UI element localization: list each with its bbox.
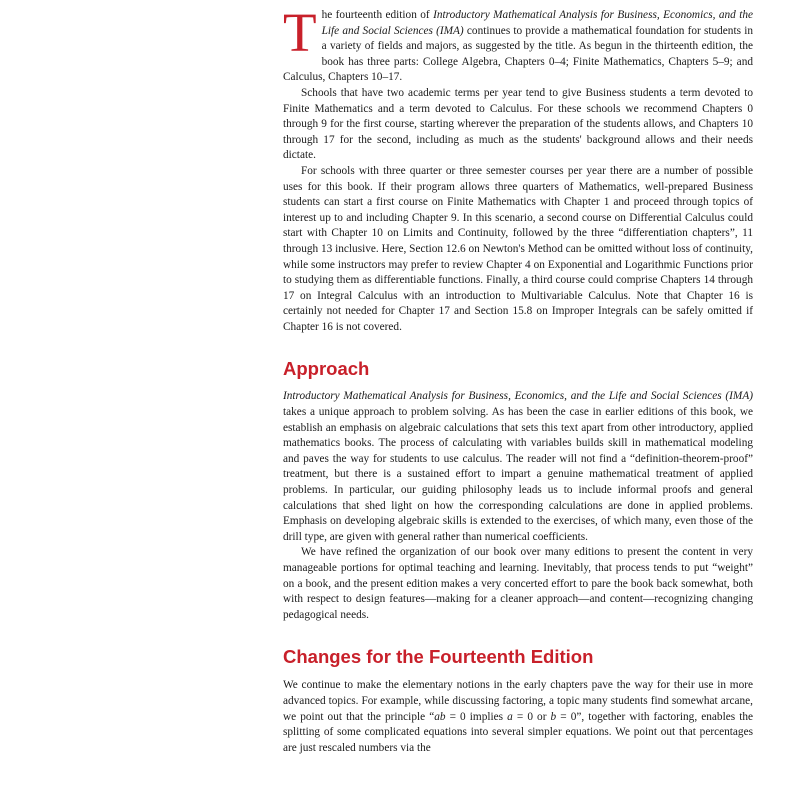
approach-book-title-italic: Introductory Mathematical Analysis for Business, Economics, and the Life and Social Sciences (IMA)	[283, 390, 753, 403]
approach-heading: Approach	[283, 358, 370, 380]
math-var-a: a	[507, 710, 513, 723]
changes-text-a: We continue to make the elementary notions in the early chapters pave the way for their use in more advanced topics. For example, while discussing factoring, a topic many students find somewhat arcane, we point out that the principle “	[283, 679, 753, 723]
intro-paragraph-1	[283, 2, 753, 86]
changes-text-b: = 0 implies	[445, 710, 508, 723]
approach-text: takes a unique approach to problem solving. As has been the case in earlier editions of this book, we establish an emphasis on algebraic calculations that sets this text apart from other introductory, applied mathematics books. The process of calculating with variables builds skill in mathematical modeling and paves the way for students to use calculus. The reader will not find a “definition-theorem-proof” treatment, but there is a sustained effort to impart a genuine mathematical treatment of applied problems. In particular, our guiding philosophy leads us to include informal proofs and general calculations that shed light on how the corresponding calculations are done in applied problems. Emphasis on developing algebraic skills is extended to the exercises, of which many, even those of the drill type, are given with general rather than numerical coefficients.	[283, 406, 753, 543]
intro-text-start: he fourteenth edition of	[321, 9, 434, 21]
book-title-italic: Introductory Mathematical Analysis for Business, Economics, and the Life and Social Sciences (IMA)	[321, 9, 753, 37]
intro-paragraph-2: Schools that have two academic terms per year tend to give Business students a term devoted to Finite Mathematics and a term devoted to Calculus. For these schools we recommend Chapters 0 through 9 for the first course, starting wherever the preparation of the students allows, and Chapters 10 through 17 for the second, including as much as the students' background allows and their needs dictate.	[283, 86, 753, 162]
changes-paragraph-1	[283, 678, 753, 756]
math-var-ab: ab	[434, 710, 446, 723]
intro-paragraph-3: For schools with three quarter or three semester courses per year there are a number of possible uses for this book. If their program allows three quarters of Mathematics, well-prepared Business students can start a first course on Finite Mathematics with Chapter 1 and proceed through topics of interest up to and including Chapter 9. In this scenario, a second course on Differential Calculus could start with Chapter 10 on Limits and Continuity, followed by the three “differentiation chapters”, 11 through 13 inclusive. Here, Section 12.6 on Newton's Method can be omitted without loss of continuity, while some instructors may prefer to review Chapter 4 on Exponential and Logarithmic Functions prior to studying them as differentiable functions. Finally, a third course could comprise Chapters 14 through 17 on Integral Calculus with an introduction to Multivariable Calculus. Note that Chapter 16 is certainly not needed for Chapter 17 and Section 15.8 on Improper Integrals can be safely omitted if Chapter 16 is not covered.	[283, 164, 753, 333]
intro-text-rest: continues to provide a mathematical foundation for students in a variety of fields and majors, as suggested by the title. As begun in the thirteenth edition, the book has three parts: College Algebra, Chapters 0–4; Finite Mathematics, Chapters 5–9; and Calculus, Chapters 10–17.	[283, 24, 753, 84]
changes-heading: Changes for the Fourteenth Edition	[283, 646, 594, 668]
text-column	[283, 2, 753, 756]
math-var-b: b	[550, 710, 557, 723]
changes-text-d: = 0”, together with factoring, enables the splitting of some complicated equations into several simpler equations. We point out that percentages are just rescaled numbers via the	[283, 710, 753, 754]
approach-paragraph-2: We have refined the organization of our book over many editions to present the content in very manageable portions for optimal teaching and learning. Inevitably, that process tends to put “weight” on a book, and the present edition makes a very concerted effort to pare the book back somewhat, both with respect to design features—making for a cleaner approach—and content—recognizing changing pedagogical needs.	[283, 546, 753, 621]
drop-cap: T	[283, 2, 317, 63]
changes-text-c: = 0 or	[512, 710, 551, 723]
approach-paragraph-1	[283, 389, 753, 545]
